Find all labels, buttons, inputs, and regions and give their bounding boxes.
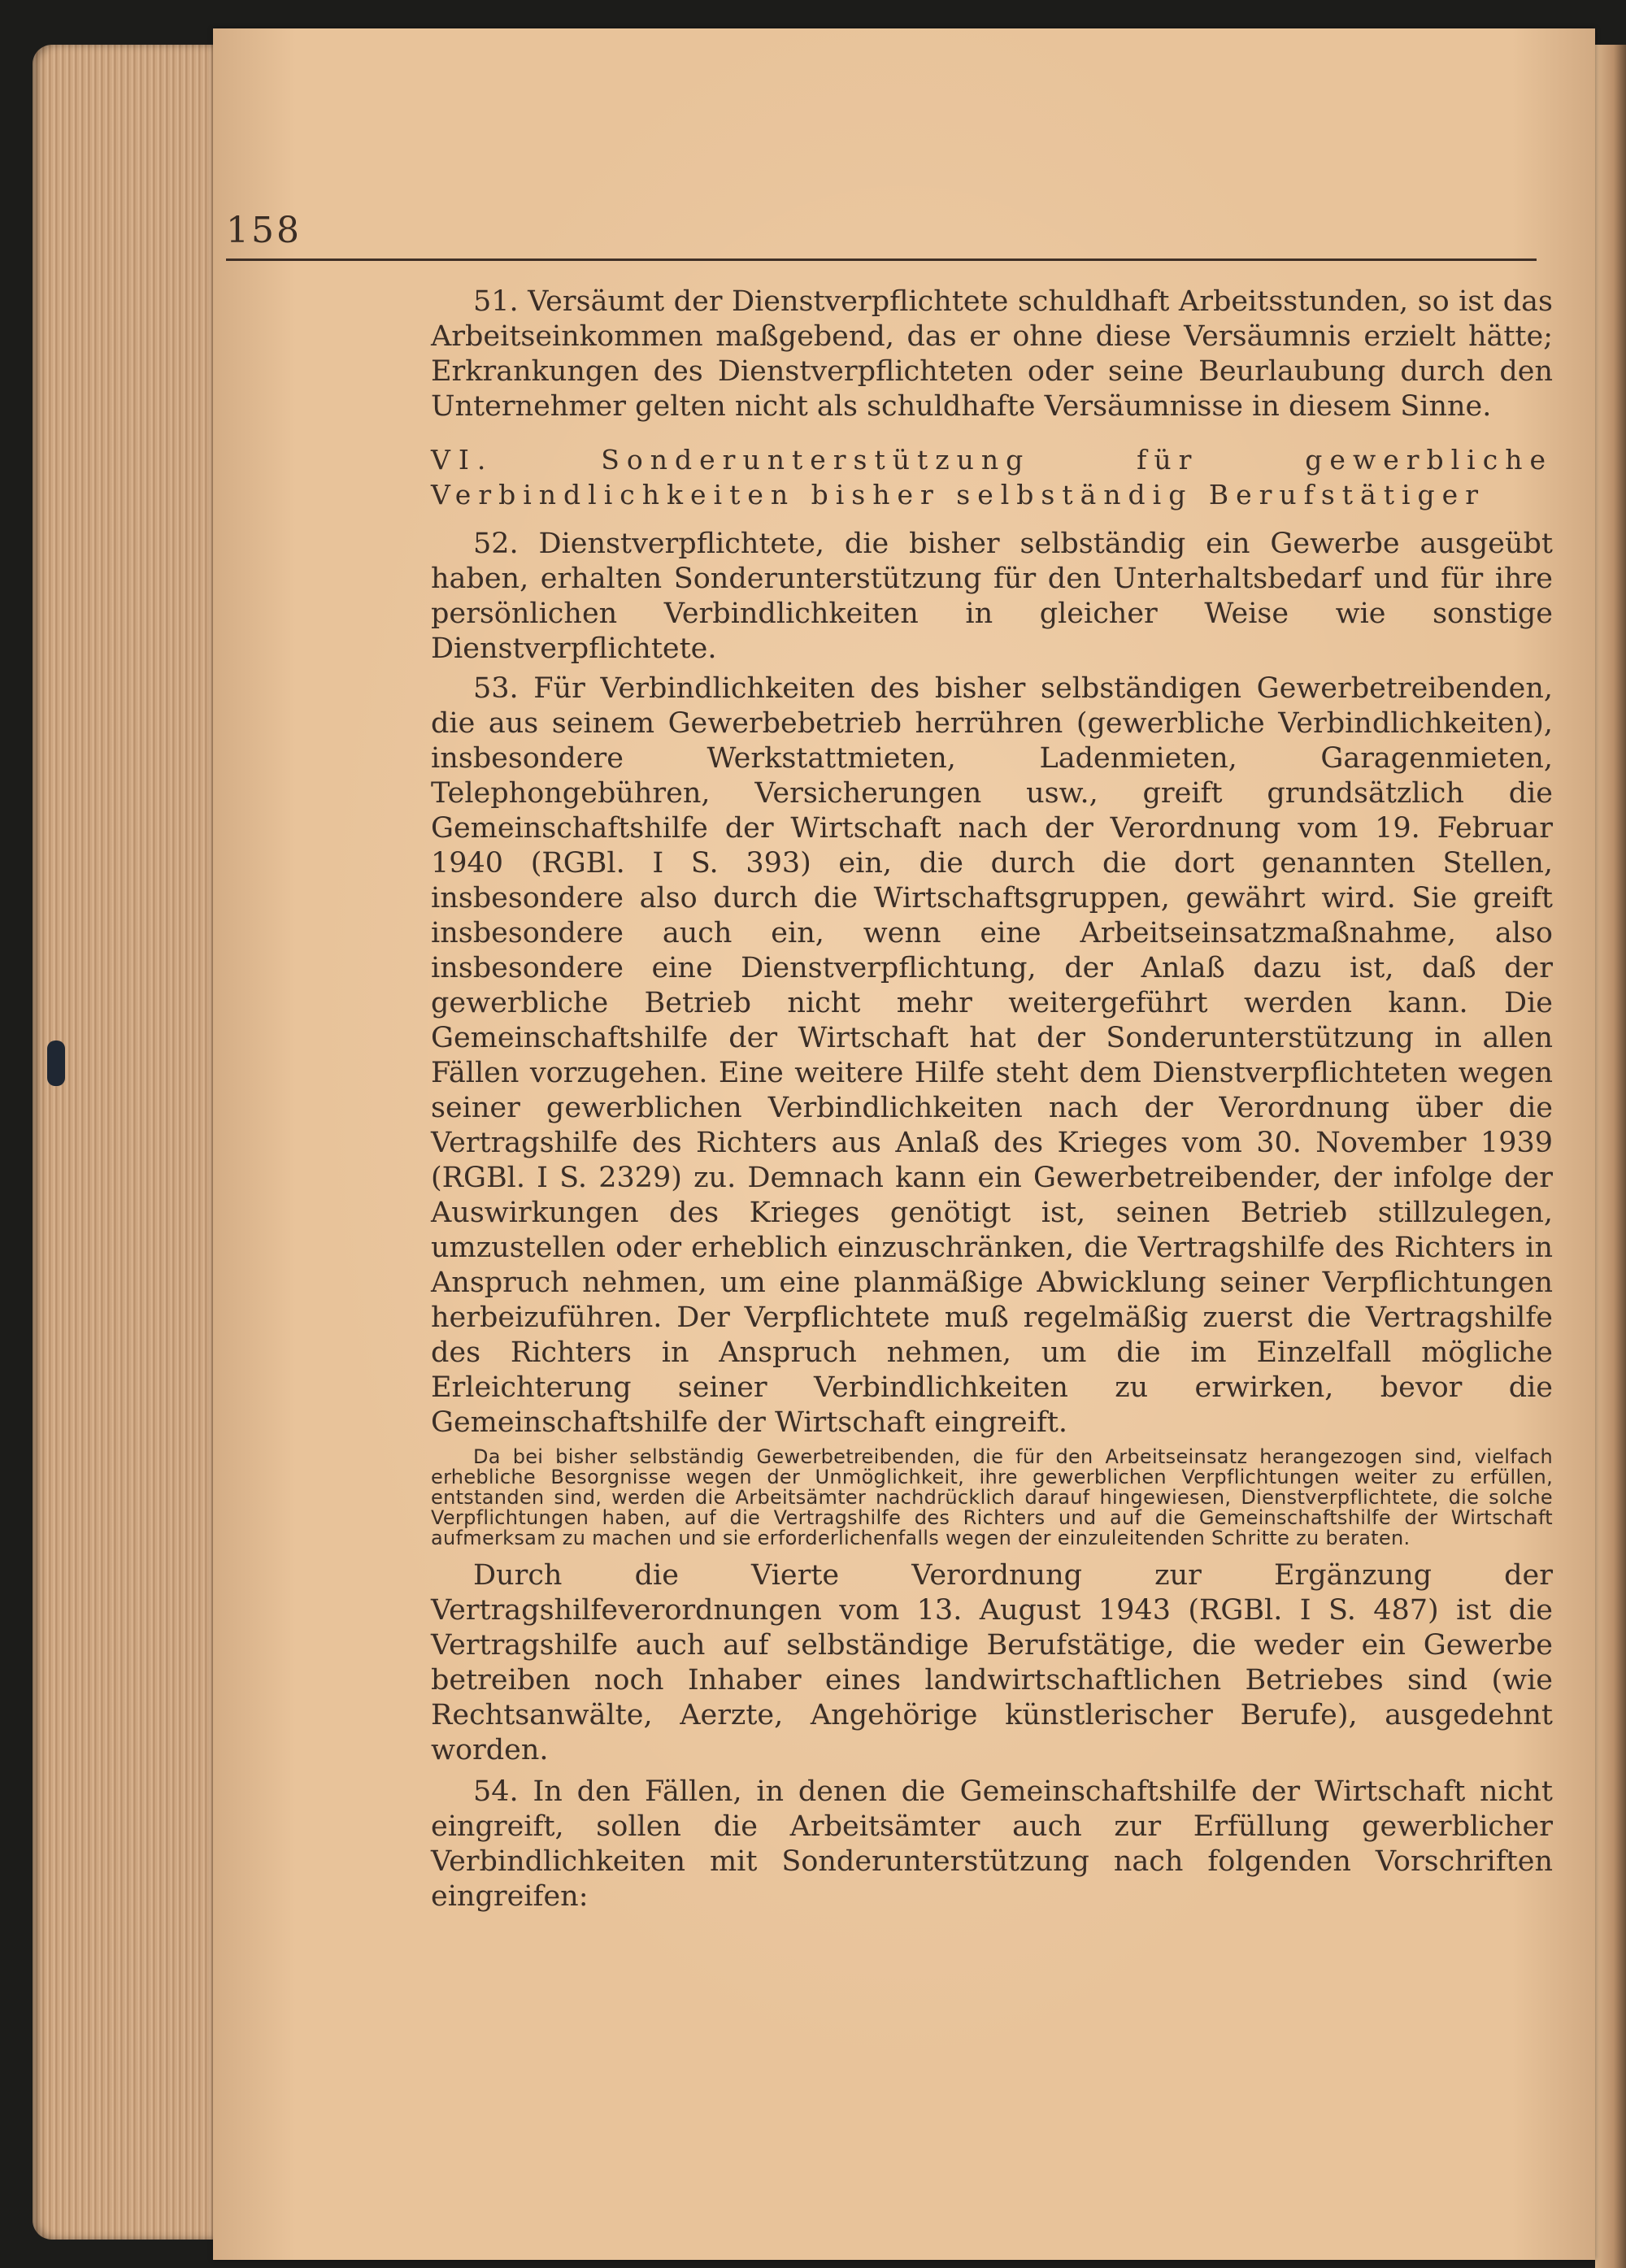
paragraph-52: 52. Dienstverpflichtete, die bisher selbständig ein Gewerbe ausgeübt haben, erhalten Sonderunterstützung für den Unterhaltsbedarf und für ihre persönlichen Verbindlichkeiten in gleicher Weise wie sonstige Dienstverpflichtete. [431,528,1553,665]
header-rule [226,259,1537,261]
footnote: Da bei bisher selbständig Gewerbetreibenden, die für den Arbeitseinsatz herangezogen sind, vielfach erhebliche Besorgnisse wegen der Unmöglichkeit, ihre gewerblichen Verpflichtungen weiter zu erfüllen, entstanden sind, werden die Arbeitsämter nachdrücklich darauf hingewiesen, Dienstverpflichtete, die solche Verpflichtungen haben, auf die Vertragshilfe des Richters und auf die Gemeinschaftshilfe der Wirtschaft aufmerksam zu machen und sie erforderlichenfalls wegen der einzuleitenden Schritte zu beraten. [431,1445,1553,1549]
paragraph-51: 51. Versäumt der Dienstverpflichtete schuldhaft Arbeitsstunden, so ist das Arbeitseinkommen maßgebend, das er ohne diese Versäumnis erzielt hätte; Erkrankungen des Dienstverpflichteten oder seine Beurlaubung durch den Unternehmer gelten nicht als schuldhafte Versäumnisse in diesem Sinne. [431,285,1553,423]
section-heading-text: Sonderunterstützung für gewerbliche Verbindlichkeiten bisher selbständig Berufstätiger [431,444,1553,511]
next-page-edge [1595,45,1626,2268]
page-number: 158 [226,210,302,251]
edge-mark [47,1041,65,1086]
paragraph-53: 53. Für Verbindlichkeiten des bisher selbständigen Gewerbetreibenden, die aus seinem Gewerbebetrieb herrühren (gewerbliche Verbindlichkeiten), insbesondere Werkstattmieten, Ladenmieten, Garagenmieten, Telephongebühren, Versicherungen usw., greift grundsätzlich die Gemeinschaftshilfe der Wirtschaft nach der Verordnung vom 19. Februar 1940 (RGBl. I S. 393) ein, die durch die dort genannten Stellen, insbesondere also durch die Wirtschaftsgruppen, gewährt wird. Sie greift insbesondere auch ein, wenn eine Arbeitseinsatzmaßnahme, also insbesondere eine Dienstverpflichtung, der Anlaß dazu ist, daß der gewerbliche Betrieb nicht mehr weitergeführt werden kann. Die Gemeinschaftshilfe der Wirtschaft hat der Sonderunterstützung in allen Fällen vorzugehen. Eine weitere Hilfe steht dem Dienstverpflichteten wegen seiner gewerblichen Verbindlichkeiten nach der Verordnung über die Vertragshilfe des Richters aus Anlaß des Krieges vom 30. November 1939 (RGBl. I S. 2329) zu. Demnach kann ein Gewerbetreibender, der infolge der Auswirkungen des Krieges genötigt ist, seinen Betrieb stillzulegen, umzustellen oder erheblich einzuschränken, die Vertragshilfe des Richters in Anspruch nehmen, um eine planmäßige Abwicklung seiner Verpflichtungen herbeizuführen. Der Verpflichtete muß regelmäßig zuerst die Vertragshilfe des Richters in Anspruch nehmen, um die im Einzelfall mögliche Erleichterung seiner Verbindlichkeiten zu erwirken, bevor die Gemeinschaftshilfe der Wirtschaft eingreift. [431,672,1553,1439]
section-heading-numeral: VI. [431,444,494,476]
page-body [431,285,1553,1914]
paragraph-vierte-verordnung: Durch die Vierte Verordnung zur Ergänzung der Vertragshilfeverordnungen vom 13. August 1943 (RGBl. I S. 487) ist die Vertragshilfe auch auf selbständige Berufstätige, die weder ein Gewerbe betreiben noch Inhaber eines landwirtschaftlichen Betriebes sind (wie Rechtsanwälte, Aerzte, Angehörige künstlerischer Berufe), ausgedehnt worden. [431,1559,1553,1766]
section-heading [431,442,1553,512]
paragraph-54: 54. In den Fällen, in denen die Gemeinschaftshilfe der Wirtschaft nicht eingreift, sollen die Arbeitsämter auch zur Erfüllung gewerblicher Verbindlichkeiten mit Sonderunterstützung nach folgenden Vorschriften eingreifen: [431,1775,1553,1913]
page-edge-stack [33,45,221,2240]
